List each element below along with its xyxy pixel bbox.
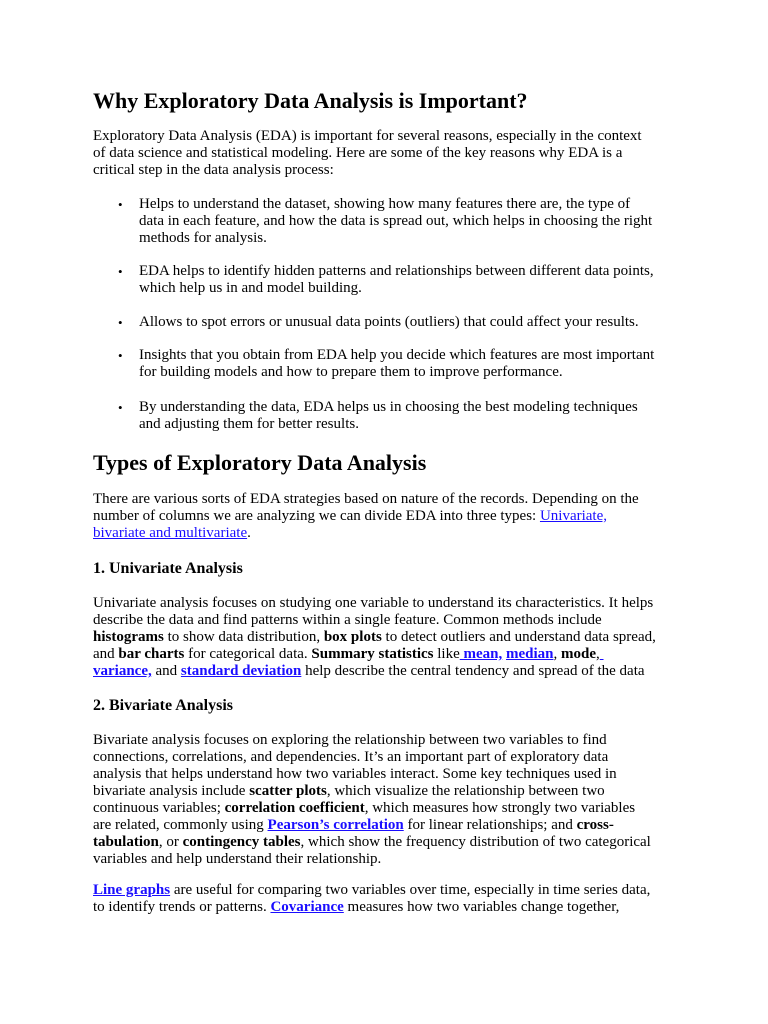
- text-line: [93, 834, 683, 851]
- text-line: [93, 732, 683, 749]
- text-line: [93, 145, 683, 162]
- text-line: [139, 280, 729, 297]
- inline-link[interactable]: Pearson’s correlation: [267, 817, 404, 833]
- inline-link[interactable]: Line graphs: [93, 882, 171, 898]
- text-span: critical step in the data analysis process:: [93, 162, 334, 178]
- text-span: Allows to spot errors or unusual data points (outliers) that could affect your results.: [139, 314, 639, 330]
- text-span: .: [247, 525, 251, 541]
- text-span: Insights that you obtain from EDA help you decide which features are most important: [139, 347, 655, 363]
- bold-term: mode: [561, 646, 597, 662]
- bullet-icon: •: [118, 348, 123, 363]
- text-span: analysis that helps understand how two variables interact. Some key techniques used in: [93, 766, 617, 782]
- bold-term: correlation coefficient: [224, 800, 365, 816]
- inline-link[interactable]: mean,: [459, 646, 503, 662]
- text-span: of data science and statistical modeling. Here are some of the key reasons why EDA is a: [93, 145, 623, 161]
- univariate-paragraph: [93, 595, 683, 680]
- text-line: [139, 347, 729, 364]
- inline-link[interactable]: bivariate and multivariate: [93, 525, 248, 541]
- heading-bivariate: 2. Bivariate Analysis: [93, 697, 234, 714]
- text-line: [139, 364, 729, 381]
- list-item: [139, 263, 729, 297]
- list-item: [139, 314, 729, 331]
- text-span: , or: [158, 834, 183, 850]
- intro-paragraph: [93, 128, 683, 179]
- text-span: and adjusting them for better results.: [139, 416, 359, 432]
- text-line: [93, 525, 683, 542]
- text-line: [93, 491, 683, 508]
- bullet-icon: •: [118, 400, 123, 415]
- text-span: ,: [553, 646, 562, 662]
- text-line: [93, 629, 683, 646]
- bold-term: Summary statistics: [311, 646, 434, 662]
- bivariate-paragraph: [93, 732, 683, 868]
- bullet-icon: •: [118, 264, 123, 279]
- text-span: data in each feature, and how the data is spread out, which helps in choosing the right: [139, 213, 653, 229]
- text-span: help describe the central tendency and spread of the data: [301, 663, 645, 679]
- text-line: [93, 800, 683, 817]
- text-span: for linear relationships; and: [403, 817, 577, 833]
- inline-link[interactable]: Univariate,: [539, 508, 608, 524]
- inline-link[interactable]: Covariance: [270, 899, 344, 915]
- text-span: By understanding the data, EDA helps us in choosing the best modeling techniques: [139, 399, 638, 415]
- bold-term: tabulation: [93, 834, 159, 850]
- text-line: [93, 646, 683, 663]
- bold-term: scatter plots: [249, 783, 327, 799]
- heading-why-eda: Why Exploratory Data Analysis is Important?: [93, 88, 528, 113]
- list-item: [139, 347, 729, 381]
- text-span: Bivariate analysis focuses on exploring the relationship between two variables to find: [93, 732, 607, 748]
- line-graphs-paragraph: [93, 882, 683, 916]
- list-item: [139, 196, 729, 247]
- text-line: [93, 783, 683, 800]
- text-line: [93, 663, 683, 680]
- bold-term: contingency tables: [182, 834, 301, 850]
- bold-term: histograms: [93, 629, 164, 645]
- text-span: like: [433, 646, 460, 662]
- text-span: , which measures how strongly two variables: [364, 800, 636, 816]
- text-line: [93, 612, 683, 629]
- bold-term: cross-: [576, 817, 614, 833]
- inline-link[interactable]: median: [506, 646, 554, 662]
- text-line: [139, 416, 729, 433]
- bullet-icon: •: [118, 315, 123, 330]
- text-span: EDA helps to identify hidden patterns and relationships between different data points,: [139, 263, 654, 279]
- text-line: [139, 213, 729, 230]
- types-paragraph: [93, 491, 683, 542]
- text-span: for building models and how to prepare them to improve performance.: [139, 364, 563, 380]
- text-line: [139, 196, 729, 213]
- text-line: [93, 162, 683, 179]
- text-span: and: [151, 663, 181, 679]
- text-span: and: [93, 646, 119, 662]
- text-span: to detect outliers and understand data spread,: [381, 629, 656, 645]
- text-span: number of columns we are analyzing we can divide EDA into three types:: [93, 508, 540, 524]
- text-span: Exploratory Data Analysis (EDA) is important for several reasons, especially in the context: [93, 128, 642, 144]
- text-span: measures how two variables change together,: [343, 899, 620, 915]
- bold-term: bar charts: [118, 646, 185, 662]
- text-span: for categorical data.: [184, 646, 312, 662]
- text-span: , which show the frequency distribution of two categorical: [300, 834, 651, 850]
- inline-link[interactable]: [600, 646, 604, 662]
- text-line: [139, 399, 729, 416]
- text-span: , which visualize the relationship between two: [326, 783, 605, 799]
- text-span: continuous variables;: [93, 800, 225, 816]
- text-line: [93, 595, 683, 612]
- text-line: [93, 817, 683, 834]
- text-span: to identify trends or patterns.: [93, 899, 271, 915]
- text-span: There are various sorts of EDA strategies based on nature of the records. Depending on the: [93, 491, 639, 507]
- bold-term: box plots: [323, 629, 382, 645]
- text-line: [139, 230, 729, 247]
- inline-link[interactable]: standard deviation: [180, 663, 302, 679]
- text-span: connections, correlations, and dependencies. It’s an important part of exploratory data: [93, 749, 609, 765]
- text-span: variables and help understand their relationship.: [93, 851, 382, 867]
- text-span: methods for analysis.: [139, 230, 267, 246]
- text-span: are useful for comparing two variables over time, especially in time series data,: [170, 882, 651, 898]
- text-line: [93, 899, 683, 916]
- list-item: [139, 399, 729, 433]
- text-line: [93, 882, 683, 899]
- text-line: [93, 766, 683, 783]
- heading-types-eda: Types of Exploratory Data Analysis: [93, 450, 427, 475]
- text-span: ,: [596, 646, 600, 662]
- bullet-icon: •: [118, 197, 123, 212]
- text-span: Helps to understand the dataset, showing how many features there are, the type of: [139, 196, 631, 212]
- text-span: to show data distribution,: [163, 629, 324, 645]
- text-span: are related, commonly using: [93, 817, 268, 833]
- text-span: Univariate analysis focuses on studying one variable to understand its characteristics. It helps: [93, 595, 654, 611]
- text-line: [93, 128, 683, 145]
- text-line: [93, 508, 683, 525]
- text-line: [93, 851, 683, 868]
- text-span: describe the data and find patterns within a single feature. Common methods include: [93, 612, 602, 628]
- text-line: [139, 314, 729, 331]
- inline-link[interactable]: variance,: [93, 663, 152, 679]
- heading-univariate: 1. Univariate Analysis: [93, 560, 243, 577]
- text-line: [93, 749, 683, 766]
- text-span: which help us in and model building.: [139, 280, 362, 296]
- text-line: [139, 263, 729, 280]
- text-span: bivariate analysis include: [93, 783, 250, 799]
